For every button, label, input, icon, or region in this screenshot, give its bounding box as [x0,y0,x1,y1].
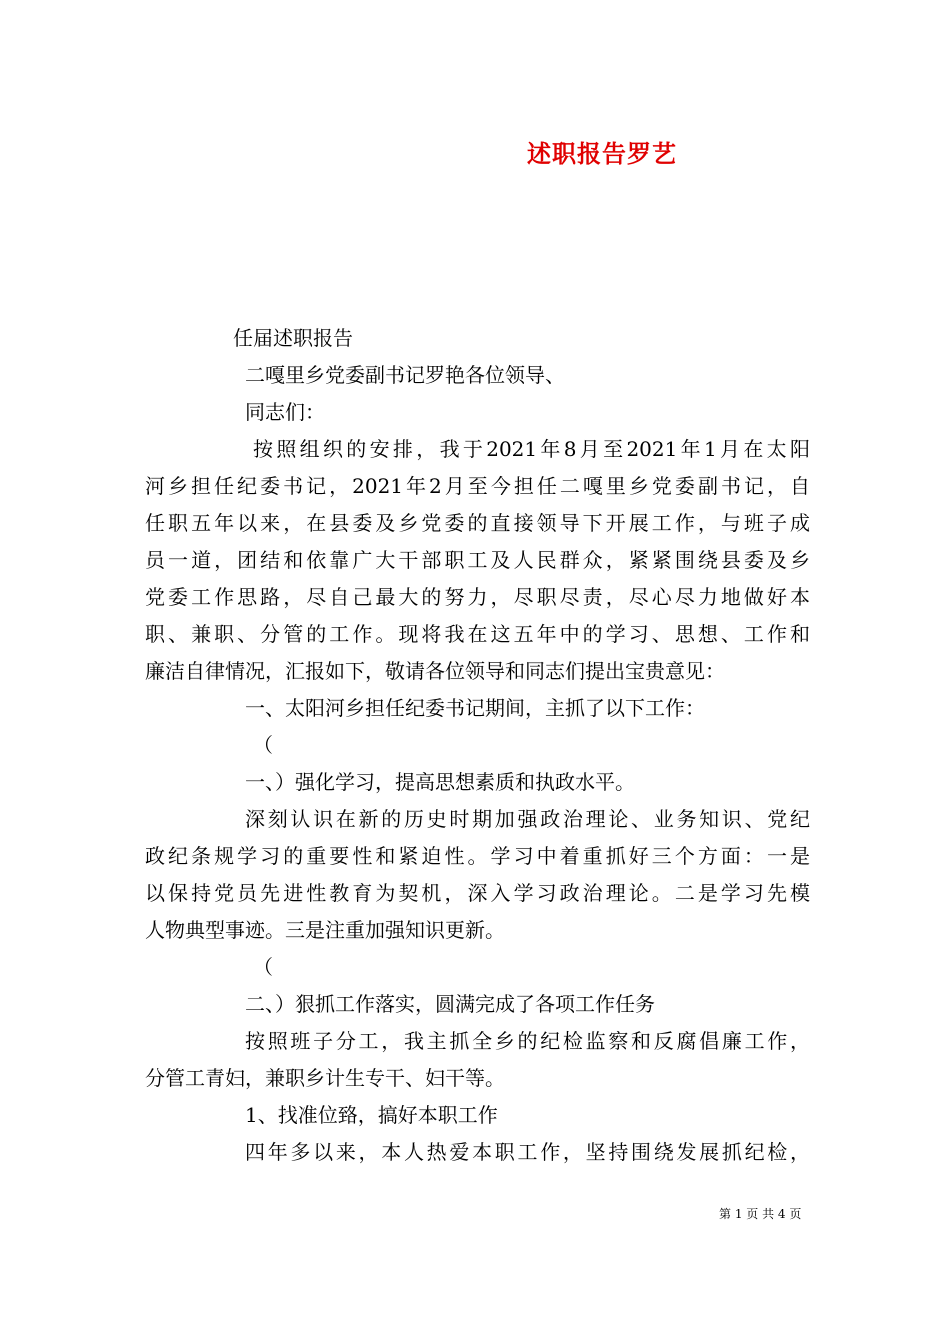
paragraph-line: 按照组织的安排，我于2021年8月至2021年1月在太阳 [253,437,810,461]
salutation: 同志们： [245,400,325,424]
paragraph-line: 职、兼职、分管的工作。现将我在这五年中的学习、思想、工作和 [145,622,810,646]
paren-line: （ [253,733,273,757]
paragraph-line: 员一道，团结和依靠广大干部职工及人民群众，紧紧围绕县委及乡 [145,548,810,572]
paren-line: （ [253,955,273,979]
paragraph-line: 人物典型事迹。三是注重加强知识更新。 [145,918,505,942]
paragraph-line: 以保持党员先进性教育为契机，深入学习政治理论。二是学习先模 [145,881,810,905]
section-heading: 任届述职报告 [233,326,353,350]
paragraph-line: 深刻认识在新的历史时期加强政治理论、业务知识、党纪 [245,807,810,831]
subsection-heading: 二、）狠抓工作落实，圆满完成了各项工作任务 [245,992,655,1016]
paragraph-line: 分管工青妇，兼职乡计生专干、妇干等。 [145,1066,505,1090]
section-heading: 一、太阳河乡担任纪委书记期间，主抓了以下工作： [245,696,705,720]
document-body [145,320,810,1171]
paragraph-line: 按照班子分工，我主抓全乡的纪检监察和反腐倡廉工作， [245,1029,810,1053]
paragraph-line: 河乡担任纪委书记，2021年2月至今担任二嘎里乡党委副书记，自 [145,474,810,498]
paragraph-line: 政纪条规学习的重要性和紧迫性。学习中着重抓好三个方面：一是 [145,844,810,868]
item-heading: 1、找准位臵，搞好本职工作 [245,1103,498,1127]
author-line: 二嘎里乡党委副书记罗艳各位领导、 [245,363,565,387]
paragraph-line: 任职五年以来，在县委及乡党委的直接领导下开展工作，与班子成 [145,511,810,535]
paragraph-line: 廉洁自律情况，汇报如下，敬请各位领导和同志们提出宝贵意见： [145,659,725,683]
subsection-heading: 一、）强化学习，提高思想素质和执政水平。 [245,770,635,794]
page-number-footer: 第 1 页 共 4 页 [719,1207,802,1221]
paragraph-line: 四年多以来，本人热爱本职工作，坚持围绕发展抓纪检， [245,1140,810,1164]
paragraph-line: 党委工作思路，尽自己最大的努力，尽职尽责，尽心尽力地做好本 [145,585,810,609]
document-title: 述职报告罗艺 [527,139,677,168]
